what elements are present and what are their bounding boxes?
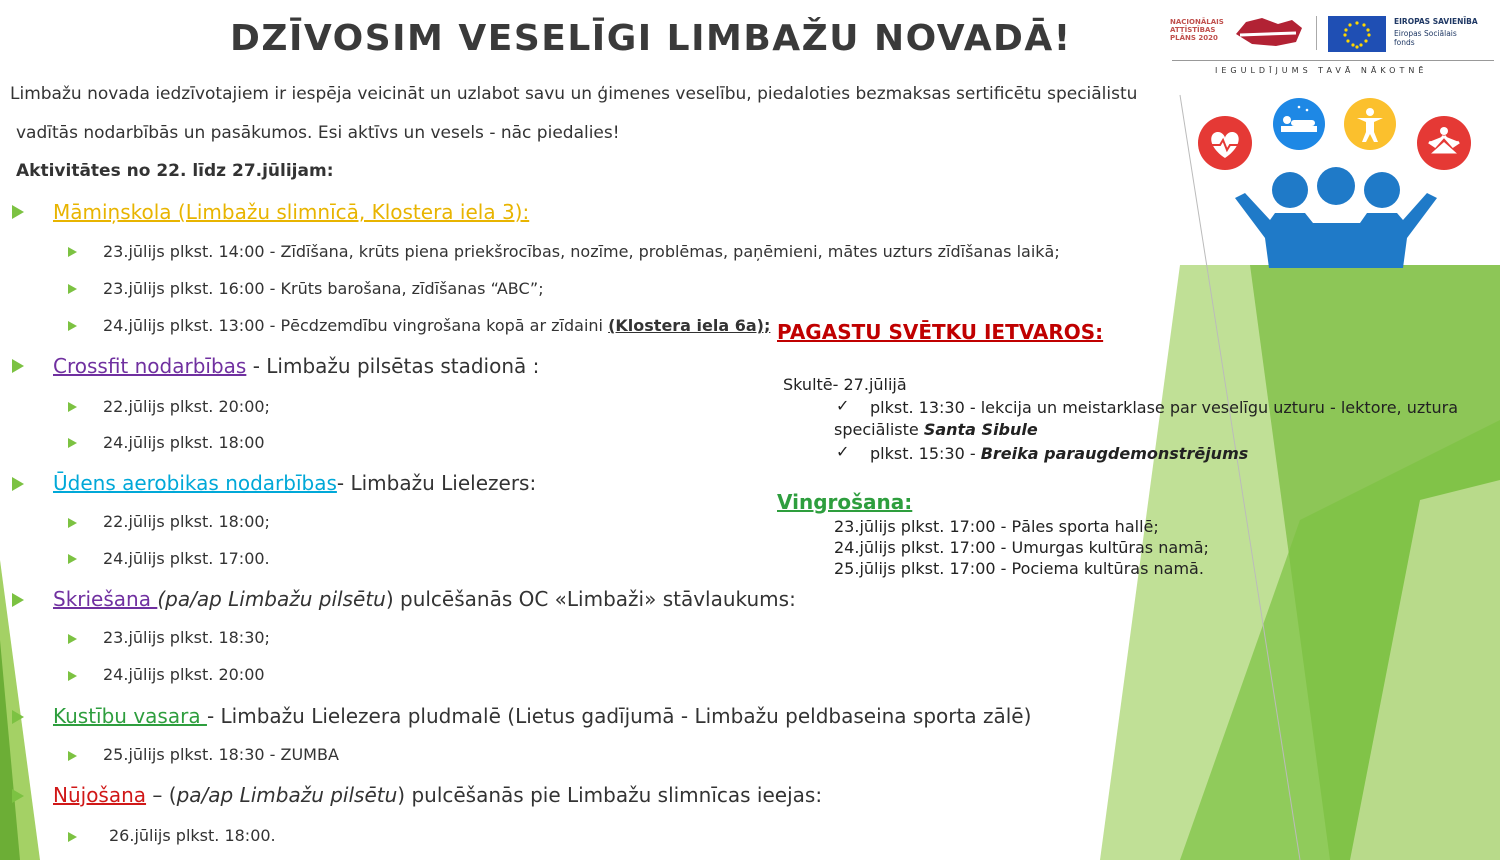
person-icon	[1344, 98, 1396, 150]
vingrosana-heading[interactable]: Vingrošana:	[777, 490, 913, 514]
latvia-map-icon	[1232, 14, 1304, 50]
list-item: 22.jūlijs plkst. 20:00;	[103, 397, 270, 416]
item-bullet	[68, 402, 77, 412]
section-bullet	[12, 789, 24, 803]
section-maminskola-head[interactable]: Māmiņskola (Limbažu slimnīcā, Klostera iela 3):	[53, 200, 530, 224]
list-item: 23.jūlijs plkst. 16:00 - Krūts barošana, zīdīšanas “ABC”;	[103, 279, 544, 298]
section-kustibu-head[interactable]: Kustību vasara	[53, 704, 207, 728]
period-heading: Aktivitātes no 22. līdz 27.jūlijam:	[16, 161, 334, 181]
section-skriesana: Skriešana (pa/ap Limbažu pilsētu) pulcēšanās OC «Limbaži» stāvlaukums:	[53, 587, 796, 611]
section-aerobika: Ūdens aerobikas nodarbības- Limbažu Lielezers:	[53, 471, 537, 495]
eu-fund-text: Eiropas Sociālais fonds	[1394, 29, 1457, 47]
tagline: IEGULDĪJUMS TAVĀ NĀKOTNĒ	[1215, 66, 1428, 75]
list-item: 23.jūlijs plkst. 18:30;	[103, 628, 270, 647]
vingrosana-item: 25.jūlijs plkst. 17:00 - Pociema kultūras namā.	[834, 559, 1204, 578]
list-item: 25.jūlijs plkst. 18:30 - ZUMBA	[103, 745, 339, 764]
vingrosana-item: 23.jūlijs plkst. 17:00 - Pāles sporta hallē;	[834, 517, 1159, 536]
item-bullet	[68, 671, 77, 681]
list-item: 24.jūlijs plkst. 17:00.	[103, 549, 270, 568]
people-group-icon	[1235, 167, 1437, 268]
logo-divider	[1316, 16, 1317, 50]
section-bullet	[12, 710, 24, 724]
item-bullet	[68, 518, 77, 528]
vingrosana-item: 24.jūlijs plkst. 17:00 - Umurgas kultūras namā;	[834, 538, 1209, 557]
section-kustibu: Kustību vasara - Limbažu Lielezera pludmalē (Lietus gadījumā - Limbažu peldbaseina sporta zālē)	[53, 704, 1032, 728]
section-bullet	[12, 205, 24, 219]
health-illustration	[1195, 98, 1475, 268]
section-aerobika-head[interactable]: Ūdens aerobikas nodarbības	[53, 471, 337, 495]
page-title: DZĪVOSIM VESELĪGI LIMBAŽU NOVADĀ!	[230, 18, 1072, 59]
item-bullet	[68, 438, 77, 448]
list-item: 22.jūlijs plkst. 18:00;	[103, 512, 270, 531]
item-bullet	[68, 284, 77, 294]
skulte-date: Skultē- 27.jūlijā	[783, 375, 907, 394]
intro-line-1: Limbažu novada iedzīvotajiem ir iespēja veicināt un uzlabot savu un ģimenes veselību, piedaloties bezmaksas sertificētu speciālistu	[10, 84, 1138, 104]
section-nujosana: Nūjošana – (pa/ap Limbažu pilsētu) pulcēšanās pie Limbažu slimnīcas ieejas:	[53, 783, 823, 807]
section-skriesana-head[interactable]: Skriešana	[53, 587, 158, 611]
section-crossfit-head[interactable]: Crossfit nodarbības	[53, 354, 247, 378]
list-item: 26.jūlijs plkst. 18:00.	[109, 826, 276, 845]
sleep-icon	[1273, 98, 1325, 150]
item-bullet	[68, 832, 77, 842]
list-item: 24.jūlijs plkst. 18:00	[103, 433, 265, 452]
section-maminskola	[53, 200, 529, 224]
section-bullet	[12, 593, 24, 607]
item-bullet	[68, 247, 77, 257]
intro-line-2: vadītās nodarbībās un pasākumos. Esi aktīvs un vesels - nāc piedalies!	[16, 123, 620, 143]
check-icon: ✓	[836, 396, 850, 415]
item-bullet	[68, 554, 77, 564]
list-item: 23.jūlijs plkst. 14:00 - Zīdīšana, krūts piena priekšrocības, nozīme, problēmas, paņēmieni, mātes uzturs zīdīšanas laikā;	[103, 242, 1060, 261]
lecture-line-1: plkst. 13:30 - lekcija un meistarklase par veselīgu uzturu - lektore, uztura	[870, 398, 1459, 417]
logos-block	[1170, 14, 1496, 74]
section-bullet	[12, 477, 24, 491]
list-item: 24.jūlijs plkst. 20:00	[103, 665, 265, 684]
item-bullet	[68, 321, 77, 331]
list-item: 24.jūlijs plkst. 13:00 - Pēcdzemdību vingrošana kopā ar zīdaini (Klostera iela 6a);	[103, 316, 771, 335]
yoga-icon	[1417, 116, 1471, 170]
lecture-line-2: speciāliste Santa Sibule	[834, 420, 1038, 439]
nap-logo-text: NACIONĀLAIS ATTĪSTĪBAS PLĀNS 2020	[1170, 18, 1224, 42]
pagasti-heading: PAGASTU SVĒTKU IETVAROS:	[777, 320, 1104, 344]
section-nujosana-head[interactable]: Nūjošana	[53, 783, 147, 807]
eu-title: EIROPAS SAVIENĪBA	[1394, 17, 1478, 26]
item-bullet	[68, 634, 77, 644]
check-icon: ✓	[836, 442, 850, 461]
location-link: (Klostera iela 6a);	[608, 316, 771, 335]
section-bullet	[12, 359, 24, 373]
heart-icon	[1198, 116, 1252, 170]
item-bullet	[68, 751, 77, 761]
eu-flag-icon	[1328, 16, 1386, 52]
logo-underline	[1172, 60, 1494, 61]
section-crossfit: Crossfit nodarbības - Limbažu pilsētas stadionā :	[53, 354, 540, 378]
break-line: plkst. 15:30 - Breika paraugdemonstrējums	[870, 444, 1249, 463]
